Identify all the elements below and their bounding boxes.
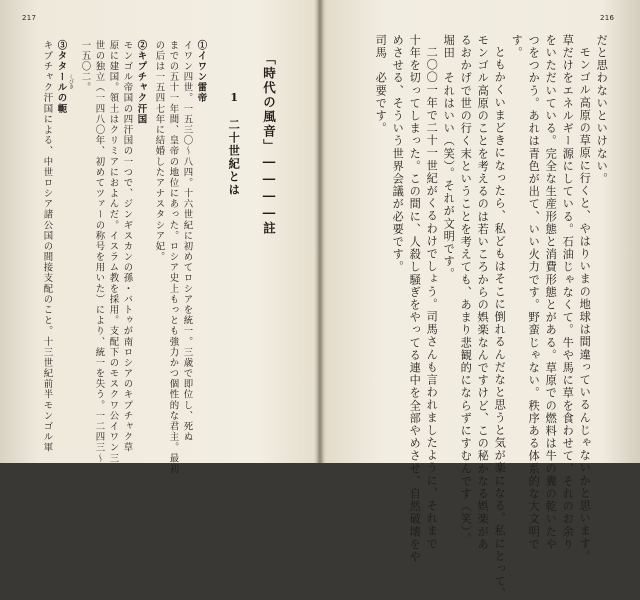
note-2-line-1: モンゴル帝国の四汗国の一つで、ジンギスカンの孫・バトゥが南ロシアのキプチャク草 [121,40,133,454]
text-column-7: ともかくいまどきになったら、私どもはそこに倒れるんだなと思うと気が楽になる。私にとって、 [493,46,507,600]
text-column-9: るおかげで世の行く末ということを考えても、あまり悲観的にならずにすむんです（笑）。 [459,34,473,545]
chapter-title: 「時代の風音」――――註 [261,52,277,236]
note-1-heading: ①イワン雷帝 [195,40,207,104]
note-1-line-3: の后は一五四七年に結婚したアナスタシア妃。 [153,40,165,263]
text-column-1: だと思わないといけない。 [595,34,609,186]
section-heading: 1 二十世紀とは [227,90,242,197]
note-2-line-2: 原に建国。領土はクリミアにおよんだ。イスラム教を採用。支配下のモスクワ公イワン三 [107,40,119,464]
note-3-ruby: くびき [68,74,74,89]
note-3-heading: ③タタールの軛 [55,40,67,115]
right-page [322,0,640,600]
note-2-line-4: 一五〇二。 [79,40,91,93]
page-number-left: 217 [22,14,37,22]
text-column-11: 二〇〇一年で二十一世紀がくるわけでしょう。司馬さんも言われましたように、それまで [425,46,439,550]
note-1-line-1: イワン四世。一五三〇〜八四。十六世紀に初めてロシアを統一。三歳で即位し、死ぬ [181,40,193,443]
text-column-13: めさせる、そういう世界会議が必要です。 [391,34,405,274]
note-2-line-3: 世の独立（一四八〇年、初めてツァーの称号を用いた）により、統一を失う。一二四三〜 [93,40,105,464]
text-column-2: モンゴル高原の草原に行くと、やはりいまの地球は間違っているんじゃないかと思います。 [578,46,592,563]
text-column-14: 司馬 必要です。 [374,34,388,135]
text-column-4: をいただいている。完全な生産形態と消費形態とがある。草原での燃料は牛の糞の乾いたや [544,34,558,551]
note-2-heading: ②キプチャク汗国 [135,40,147,125]
note-1-line-2: までの五十一年間、皇帝の地位にあった。ロシア史上もっとも強力かつ個性的な君主。最初 [167,40,179,475]
text-column-12: 十年を切ってしまった。この間に、人殺し騒ぎをやってる連中を全部やめさせ、自然破壊をや [408,34,422,564]
text-column-6: す。 [510,34,524,60]
left-page [0,0,318,475]
page-number-right: 216 [600,14,615,22]
note-3-line-1: キプチャク汗国による、中世ロシア諸公国の間接支配のこと。十三世紀前半モンゴル軍 [41,40,53,454]
text-column-5: つをつかう。あれは青色が出て、いい火力です。野蛮じゃない。秩序ある体系的な大文明で [527,34,541,551]
text-column-3: 草だけをエネルギー源にしている。石油じゃなくて。牛や馬に草を食わせて、それのお余り [561,34,575,551]
text-column-8: モンゴル高原のことを考えるのは若いころからの娯楽なんですけど、この秘かなる娯楽があ [476,34,490,551]
text-column-10: 堀田 それはいい（笑）。それが文明です。 [442,34,456,281]
